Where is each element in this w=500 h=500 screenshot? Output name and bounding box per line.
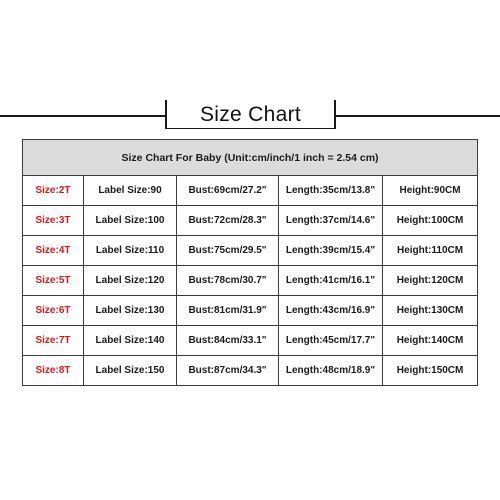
height-cell: Height:120CM xyxy=(383,266,478,296)
height-cell: Height:140CM xyxy=(383,326,478,356)
size-cell: Size:5T xyxy=(23,266,84,296)
bust-cell: Bust:78cm/30.7" xyxy=(177,266,279,296)
length-cell: Length:43cm/16.9" xyxy=(279,296,383,326)
table-row xyxy=(23,206,478,236)
table-row xyxy=(23,326,478,356)
size-chart-table xyxy=(22,139,478,386)
page-title: Size Chart xyxy=(199,103,302,126)
bust-cell: Bust:72cm/28.3" xyxy=(177,206,279,236)
size-cell: Size:6T xyxy=(23,296,84,326)
label-size-cell: Label Size:140 xyxy=(84,326,177,356)
size-cell: Size:4T xyxy=(23,236,84,266)
title-rule-left xyxy=(0,115,165,117)
label-size-cell: Label Size:130 xyxy=(84,296,177,326)
bust-cell: Bust:69cm/27.2" xyxy=(177,176,279,206)
size-cell: Size:2T xyxy=(23,176,84,206)
bust-cell: Bust:87cm/34.3" xyxy=(177,356,279,386)
title-box xyxy=(165,101,336,129)
title-rule-right xyxy=(336,115,500,117)
table-row xyxy=(23,266,478,296)
height-cell: Height:100CM xyxy=(383,206,478,236)
table-row xyxy=(23,356,478,386)
table-header: Size Chart For Baby (Unit:cm/inch/1 inch = 2.54 cm) xyxy=(23,140,478,176)
title-box-tick-right xyxy=(334,100,336,106)
height-cell: Height:150CM xyxy=(383,356,478,386)
size-cell: Size:7T xyxy=(23,326,84,356)
bust-cell: Bust:75cm/29.5" xyxy=(177,236,279,266)
label-size-cell: Label Size:120 xyxy=(84,266,177,296)
size-cell: Size:3T xyxy=(23,206,84,236)
bust-cell: Bust:84cm/33.1" xyxy=(177,326,279,356)
height-cell: Height:110CM xyxy=(383,236,478,266)
size-chart-body xyxy=(23,140,478,386)
size-cell: Size:8T xyxy=(23,356,84,386)
length-cell: Length:41cm/16.1" xyxy=(279,266,383,296)
height-cell: Height:90CM xyxy=(383,176,478,206)
length-cell: Length:48cm/18.9" xyxy=(279,356,383,386)
table-row xyxy=(23,176,478,206)
table-header-row xyxy=(23,140,478,176)
label-size-cell: Label Size:150 xyxy=(84,356,177,386)
length-cell: Length:37cm/14.6" xyxy=(279,206,383,236)
bust-cell: Bust:81cm/31.9" xyxy=(177,296,279,326)
length-cell: Length:35cm/13.8" xyxy=(279,176,383,206)
label-size-cell: Label Size:90 xyxy=(84,176,177,206)
label-size-cell: Label Size:110 xyxy=(84,236,177,266)
height-cell: Height:130CM xyxy=(383,296,478,326)
table-row xyxy=(23,296,478,326)
length-cell: Length:45cm/17.7" xyxy=(279,326,383,356)
title-box-tick-left xyxy=(165,100,167,106)
label-size-cell: Label Size:100 xyxy=(84,206,177,236)
length-cell: Length:39cm/15.4" xyxy=(279,236,383,266)
table-row xyxy=(23,236,478,266)
